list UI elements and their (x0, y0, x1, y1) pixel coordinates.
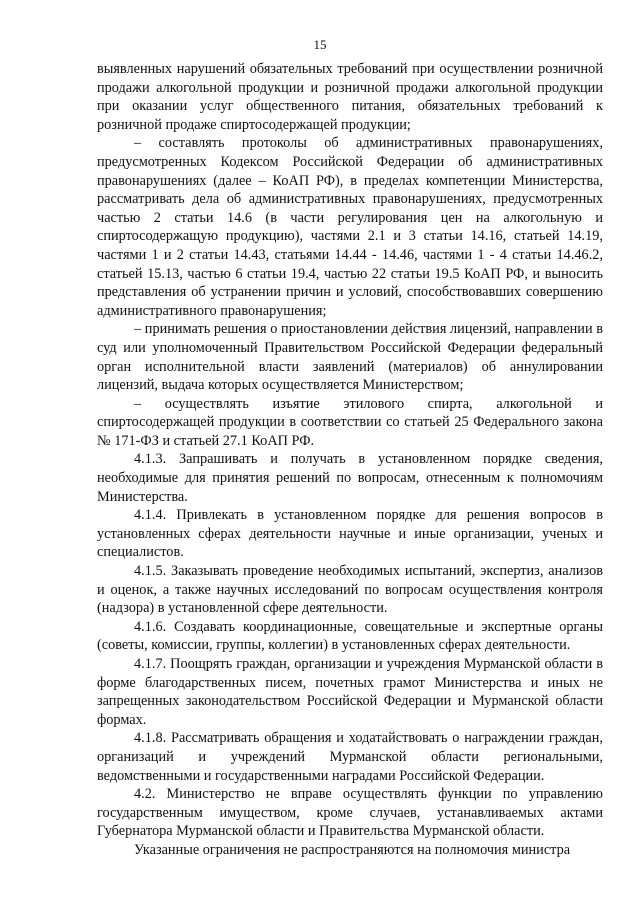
paragraph-4-1-4: 4.1.4. Привлекать в установленном порядке для решения вопросов в установленных сферах деятельности научные и иные организации, ученых и специалистов. (97, 507, 603, 561)
paragraph-4-1-6: 4.1.6. Создавать координационные, совещательные и экспертные органы (советы, комиссии, группы, коллегии) в установленных сферах деятельности. (97, 618, 603, 654)
paragraph-restrictions: Указанные ограничения не распространяются на полномочия министра (134, 841, 571, 858)
paragraph-4-2: 4.2. Министерство не вправе осуществлять функции по управлению государственным имуществом, кроме случаев, устанавливаемых актами Губернатора Мурманской области и Правительства Мурманской области. (97, 786, 603, 840)
paragraph-4-1-7: 4.1.7. Поощрять граждан, организации и учреждения Мурманской области в форме благодарственных писем, почетных грамот Министерства и иных не запрещенных законодательством Российской Федерации и Мурманской области формах. (97, 656, 603, 728)
paragraph-protocols: – составлять протоколы об административных правонарушениях, предусмотренных Кодексом Российской Федерации об административных правонарушениях (далее – КоАП РФ), в пределах компетенции Министерства, рассматривать дела об административных правонарушениях, предусмотренных частью 2 статьи 14.6 (в части регулирования цен на алкогольную и спиртосодержащую продукцию), частями 2.1 и 3 статьи 14.16, статьей 14.19, частями 1 и 2 статьи 14.43, статьями 14.44 - 14.46, частями 1 - 4 статьи 14.46.2, статьей 15.13, частью 6 статьи 19.4, частью 22 статьи 19.5 КоАП РФ, и выносить представления об устранении причин и условий, способствовавших совершению административного правонарушения; (97, 135, 603, 319)
paragraph-license-suspension: – принимать решения о приостановлении действия лицензий, направлении в суд или уполномоченный Правительством Российской Федерации федеральный орган исполнительной власти заявлений (материалов) об аннулировании лицензий, выдача которых осуществляется Министерством; (97, 321, 603, 394)
page-number: 15 (313, 37, 327, 52)
paragraph-4-1-5: 4.1.5. Заказывать проведение необходимых испытаний, экспертиз, анализов и оценок, а также научных исследований по вопросам осуществления контроля (надзора) в установленной сфере деятельности. (97, 563, 603, 617)
paragraph-4-1-8: 4.1.8. Рассматривать обращения и ходатайствовать о награждении граждан, организаций и учреждений Мурманской области региональными, ведомственными и государственными наградами Российской Федерации. (97, 730, 603, 784)
paragraph-4-1-3: 4.1.3. Запрашивать и получать в установленном порядке сведения, необходимые для принятия решений по вопросам, отнесенным к полномочиям Министерства. (97, 451, 603, 505)
paragraph-seizure: – осуществлять изъятие этилового спирта, алкогольной и спиртосодержащей продукции в соответствии со статьей 25 Федерального закона № 171-ФЗ и статьей 27.1 КоАП РФ. (97, 395, 603, 449)
paragraph-continuation: выявленных нарушений обязательных требований при осуществлении розничной продажи алкогольной продукции и розничной продажи алкогольной продукции при оказании услуг общественного питания, обязательных требований к розничной продаже спиртосодержащей продукции; (97, 61, 603, 133)
document-body (97, 60, 603, 860)
